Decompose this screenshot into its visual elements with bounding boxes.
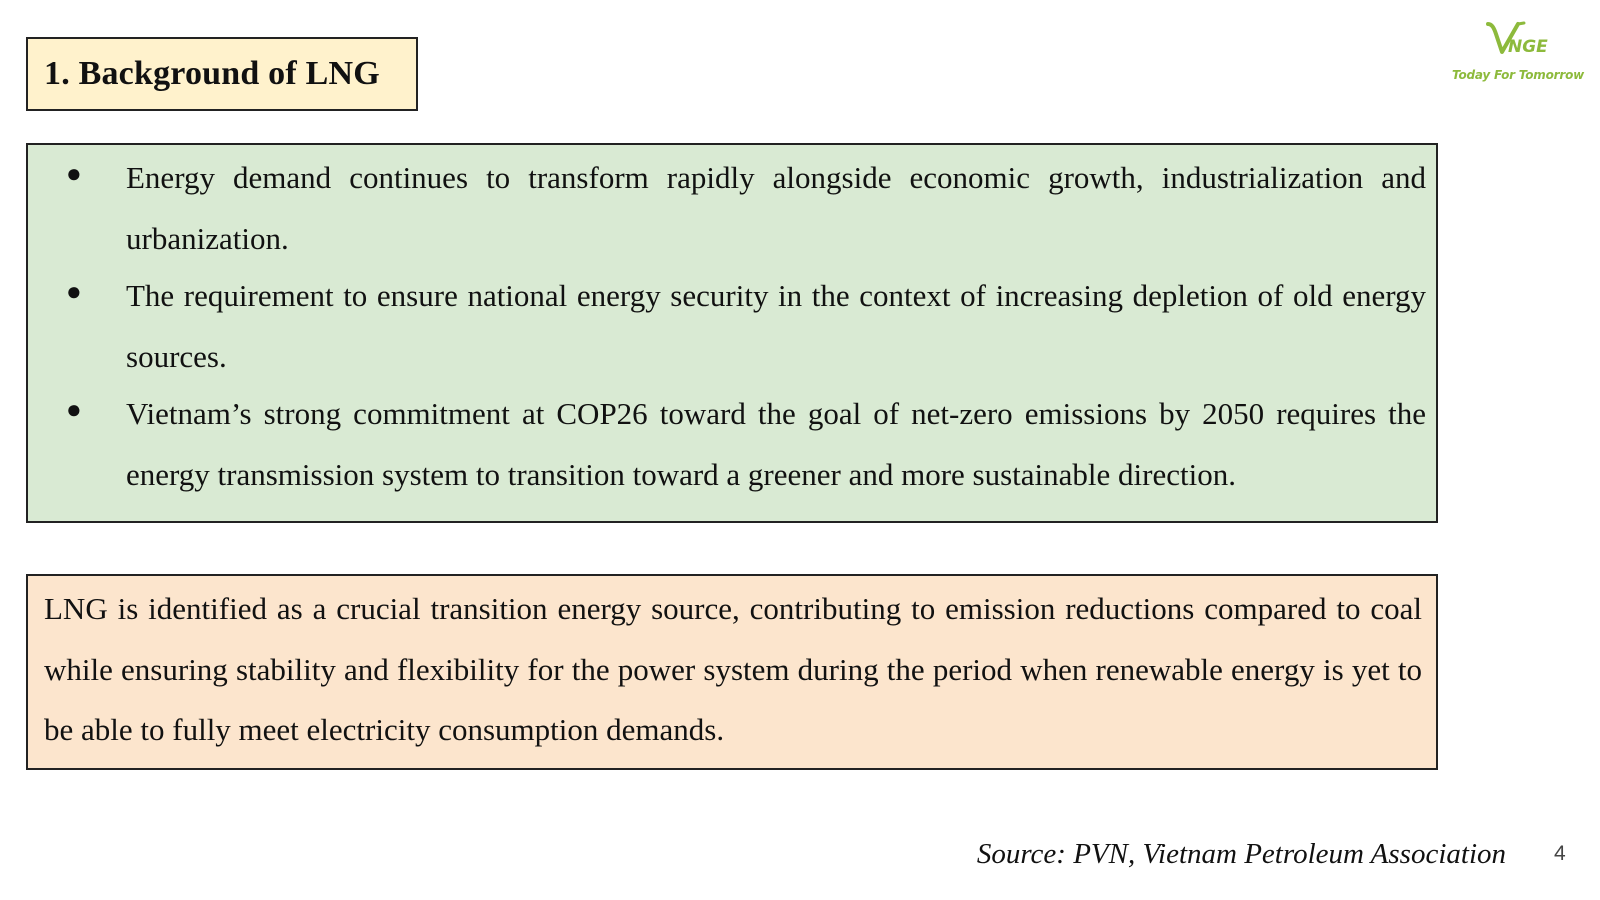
bullet-icon: ● [66, 395, 82, 424]
bullets-box [26, 143, 1438, 523]
bullet-text: Energy demand continues to transform rapidly alongside economic growth, industrialization and urbanization. [126, 160, 1426, 256]
highlight-text: LNG is identified as a crucial transition energy source, contributing to emission reductions compared to coal while ensuring stability and flexibility for the power system during the period when renewable energy is yet to be able to fully meet electricity consumption demands. [44, 591, 1422, 747]
bullet-item [28, 266, 1436, 386]
bullet-text: Vietnam’s strong commitment at COP26 toward the goal of net-zero emissions by 2050 requires the energy transmission system to transition toward a greener and more sustainable direction. [126, 396, 1426, 492]
bullet-text: The requirement to ensure national energy security in the context of increasing depletion of old energy sources. [126, 278, 1426, 374]
bullet-icon: ● [66, 277, 82, 306]
source-citation: Source: PVN, Vietnam Petroleum Association [976, 838, 1506, 870]
slide-title: 1. Background of LNG [44, 55, 380, 92]
highlight-box [26, 574, 1438, 770]
vnge-logo-icon [1484, 20, 1554, 62]
logo-mark-text: NGE [1508, 37, 1548, 57]
bullet-item [28, 384, 1436, 504]
page-number: 4 [1554, 842, 1566, 865]
bullet-icon: ● [66, 159, 82, 188]
bullet-item [28, 148, 1436, 268]
logo-tagline: Today For Tomorrow [1452, 68, 1585, 82]
title-box [26, 37, 418, 111]
vnge-logo [1448, 20, 1585, 90]
